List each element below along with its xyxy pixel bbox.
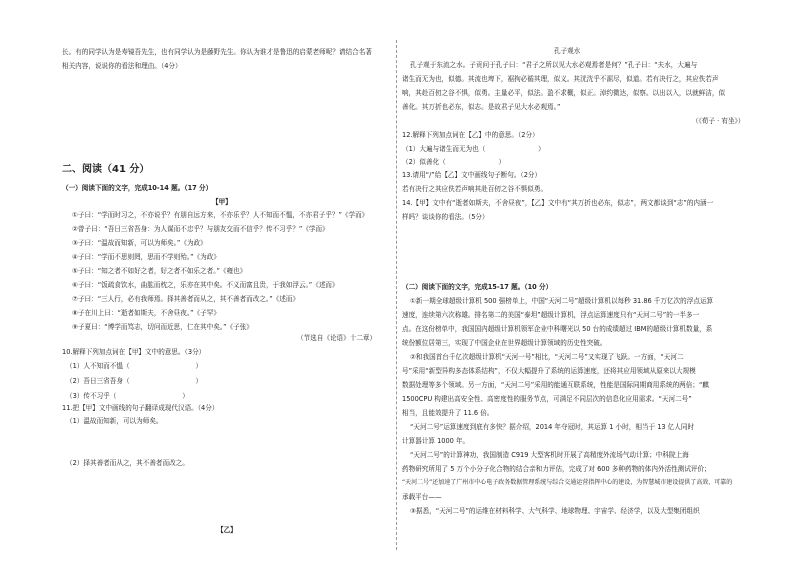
part-intro: （二）阅读下面的文字，完成15-17 题。（10 分） (402, 283, 553, 291)
passage-line: 统份额位居第三，实现了中国企业在世界超级计算领域的历史性突破。 (402, 339, 607, 347)
passage-line: ①新一期全球超级计算机 500 强榜单上，中国“天河二号”超级计算机以每秒 31.86 千万亿次的浮点运算 (410, 297, 714, 305)
question-14: 样吗？谈谈你的看法。（5分） (402, 213, 489, 221)
passage-line: 诸生而无为也，似德。其流也埤下，裾拘必循其理，似义。其洸洸乎不淈尽，似道。若有决行之，其应佚若声 (402, 75, 719, 83)
question-item: （1）人不知而不愠（ ） (66, 362, 203, 370)
question-text: 相关内容，说说你的看法和理由。（4分） (62, 62, 182, 70)
passage-line: 善化。其万折也必东，似志。是故君子见大水必观焉。” (402, 103, 561, 111)
question-12: 12.解释下列加点词在【乙】中的意思。（2分） (402, 131, 539, 139)
quote-line: ⑦子曰：“三人行，必有我师焉。择其善者而从之，其不善者而改之。”《述而》 (72, 295, 300, 303)
question-text: 长。有的同学认为是寿镜吾先生，也有同学认为是藤野先生。你认为谁才是鲁迅的启蒙老师呢？请结合名著 (62, 48, 372, 56)
quote-line: ③子曰：“温故而知新，可以为师矣。”《为政》 (72, 239, 207, 247)
quote-line: ⑥子曰：“饭疏食饮水，曲肱而枕之，乐亦在其中矣。不义而富且贵，于我如浮云。”《述而》 (72, 281, 339, 289)
passage-line: “天河二号”的计算神功，我国制造 C919 大型客机时开展了高精度外流场气动计算；中科院上海 (410, 451, 689, 459)
passage-title: 孔子观水 (554, 47, 581, 55)
part-intro: （一）阅读下面的文字，完成10-14 题。（17 分） (62, 184, 213, 192)
section-title: 二、阅读（41 分） (62, 164, 150, 175)
passage-line: 相当，且能效提升了 11.6 倍。 (402, 409, 494, 417)
question-item: （2）吾日三省吾身（ ） (66, 377, 203, 385)
quote-line: ②曾子曰：“吾日三省吾身：为人谋而不忠乎？与朋友交而不信乎？传不习乎？”《学而》 (72, 225, 329, 233)
passage-line: 计算器计算 1000 年。 (402, 437, 470, 445)
passage-label-jia: 【甲】 (212, 198, 232, 206)
question-10: 10.解释下列加点词在【甲】文中的意思。（3分） (62, 348, 206, 356)
passage-line: 号”采用“新型异构多态体系结构”，不仅大幅提升了系统的运算速度，还将其应用领域从原来以大规模 (402, 367, 696, 375)
question-13: 13.请用“/”给【乙】文中画线句子断句。（2分） (402, 171, 542, 179)
question-11: 11.把【甲】文中画线的句子翻译成现代汉语。（4分） (62, 404, 219, 412)
source-citation: （《荀子 · 宥坐》） (692, 117, 745, 125)
quote-line: ①子曰：“学而时习之，不亦说乎？有朋自远方来，不亦乐乎？人不知而不愠，不亦君子乎？”《学而》 (72, 211, 369, 219)
question-item: （1）大遍与诸生而无为也（ ） (402, 145, 545, 153)
question-14: 14.【甲】文中有“逝者如斯夫，不舍昼夜”，【乙】文中有“其万折也必东，似志”，两文都谈到“志”的内涵一 (402, 199, 714, 207)
quote-line: ⑧子在川上曰：“逝者如斯夫，不舍昼夜。”《子罕》 (72, 309, 220, 317)
question-item: （3）传不习乎（ ） (66, 392, 189, 400)
passage-line: ②和我国首台千亿次超级计算机“天河一号”相比，“天河二号”又实现了飞跃。一方面，“天河二 (410, 353, 684, 361)
quote-line: ⑨子夏曰：“博学而笃志，切问而近思，仁在其中矣。”《子张》 (72, 323, 253, 331)
passage-line: 速度，连续第六次称雄。排名第二的美国“泰坦”超级计算机，浮点运算速度只有“天河二号”的一半多一 (402, 311, 700, 319)
passage-line: 孔子观于东流之水。子贡问于孔子曰：“君子之所以见大水必观焉者是何？”孔子曰：“夫水，大遍与 (410, 61, 698, 69)
passage-line: ③据悉，“天河二号”的运维在材料科学、大气科学、地球物理、宇宙学、经济学，以及大型集团组织 (410, 507, 700, 515)
source-citation: （节选自《论语》十二章） (297, 334, 377, 342)
passage-line: 承载平台—— (402, 493, 442, 501)
quote-line: ④子曰：“学而不思则罔，思而不学则殆。”《为政》 (72, 253, 220, 261)
passage-line: “天河二号”还加速了广州市中心电子政务数据管理系统与综合交通运营指挥中心的建设，为智慧城市建设提供了高效、可靠的 (402, 479, 733, 486)
question-item: （2）择其善者而从之，其不善者而改之。 (66, 459, 189, 467)
passage-line: 1500CPU 构建出高安全性、高密度性的服务节点，可满足不同层次的信息化应用需求。“天河二号” (402, 395, 692, 403)
passage-line: 数据处理等多个领域。另一方面，“天河二号”采用的能通互联系统，性能是国际同期商用系统的两倍；“麒 (402, 381, 709, 389)
passage-label-yi: 【乙】 (217, 526, 237, 534)
passage-line: “天河二号”运算速度到底有多快？据介绍，2014 年夺冠时，其运算 1 小时，相当于 13 亿人同时 (410, 423, 695, 431)
question-item: （2）似善化（ ） (402, 158, 506, 166)
question-text: 若有决行之其应佚若声响其赴百仞之谷不惧似勇。 (402, 185, 548, 193)
question-item: （1）温故而知新，可以为师矣。 (66, 417, 163, 425)
passage-line: 药物研究所用了 5 万个小分子化合物的结合亲和力评估，完成了对 600 多种药物的体内外活性测试评价； (402, 465, 711, 473)
passage-line: 点。在这份榜单中，我国国内超级计算机领军企业中科曙光以 50 台的成绩超过 IBM的超级计算机数量，系 (402, 325, 713, 333)
passage-line: 响，其赴百仞之谷不惧，似勇。主量必平，似法。盈不求概，似正。淖约微达，似察。以出以入，以就鲜洁，似 (402, 89, 726, 97)
column-divider (396, 40, 397, 550)
quote-line: ⑤子曰：“知之者不如好之者，好之者不如乐之者。”《雍也》 (72, 267, 247, 275)
